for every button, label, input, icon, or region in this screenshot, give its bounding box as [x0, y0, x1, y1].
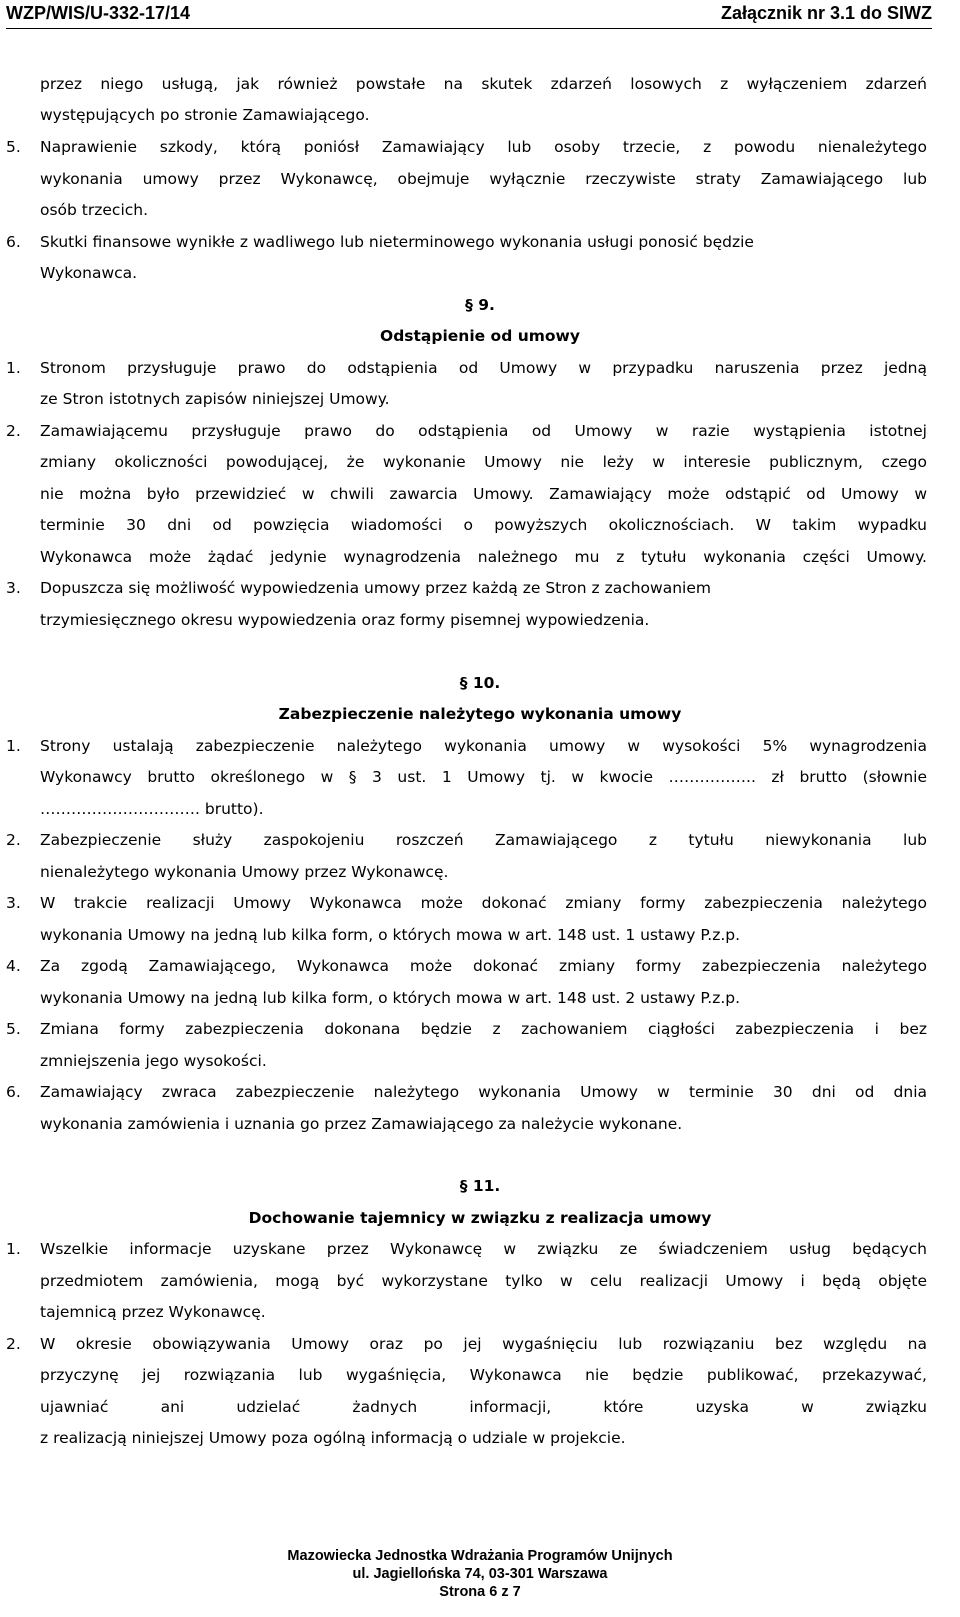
item-number: 6.: [6, 1083, 21, 1101]
body-line: przyczynę jej rozwiązania lub wygaśnięcia, Wykonawca nie będzie publikować, przekazywać,: [40, 1366, 927, 1384]
body-line: ze Stron istotnych zapisów niniejszej Umowy.: [40, 390, 390, 408]
body-line: Strony ustalają zabezpieczenie należytego wykonania umowy w wysokości 5% wynagrodzenia: [40, 737, 927, 755]
body-line: Zabezpieczenie służy zaspokojeniu roszczeń Zamawiającego z tytułu niewykonania lub: [40, 831, 927, 849]
body-line: występujących po stronie Zamawiającego.: [40, 106, 370, 124]
body-line: Wykonawcy brutto określonego w § 3 ust. 1 Umowy tj. w kwocie …………….. zł brutto (słownie: [40, 768, 927, 786]
body-line: ujawniać ani udzielać żadnych informacji, które uzyska w związku: [40, 1398, 927, 1416]
attachment-label: Załącznik nr 3.1 do SIWZ: [720, 3, 932, 23]
body-line: z realizacją niniejszej Umowy poza ogólną informacją o udziale w projekcie.: [40, 1429, 626, 1447]
footer-address: ul. Jagiellońska 74, 03-301 Warszawa: [352, 1566, 608, 1582]
page-number: Strona 6 z 7: [439, 1584, 521, 1600]
body-line: przez niego usługą, jak również powstałe na skutek zdarzeń losowych z wyłączeniem zdarzeń: [40, 75, 927, 93]
item-number: 5.: [6, 1020, 21, 1038]
body-line: trzymiesięcznego okresu wypowiedzenia oraz formy pisemnej wypowiedzenia.: [40, 611, 650, 629]
body-line: zmiany okoliczności powodującej, że wykonanie Umowy nie leży w interesie publicznym, czego: [40, 453, 927, 471]
body-line: wykonania Umowy na jedną lub kilka form, o których mowa w art. 148 ust. 1 ustawy P.z.p.: [40, 926, 741, 944]
body-line: W trakcie realizacji Umowy Wykonawca może dokonać zmiany formy zabezpieczenia należytego: [40, 894, 927, 912]
body-line: wykonania Umowy na jedną lub kilka form, o których mowa w art. 148 ust. 2 ustawy P.z.p.: [40, 989, 741, 1007]
section-title: Zabezpieczenie należytego wykonania umowy: [278, 705, 682, 723]
body-line: Wykonawca może żądać jedynie wynagrodzenia należnego mu z tytułu wykonania części Umowy.: [40, 548, 927, 566]
section-number: § 9.: [465, 296, 495, 314]
body-line: W okresie obowiązywania Umowy oraz po jej wygaśnięciu lub rozwiązaniu bez względu na: [40, 1335, 927, 1353]
body-line: wykonania umowy przez Wykonawcę, obejmuje wyłącznie rzeczywiste straty Zamawiającego lub: [40, 170, 927, 188]
item-number: 6.: [6, 233, 21, 251]
item-number: 2.: [6, 422, 21, 440]
page-header: [0, 0, 960, 30]
item-number: 1.: [6, 359, 21, 377]
section-title: Dochowanie tajemnicy w związku z realizacja umowy: [248, 1209, 712, 1227]
section-number: § 10.: [459, 674, 501, 692]
body-line: Naprawienie szkody, którą poniósł Zamawiający lub osoby trzecie, z powodu nienależytego: [40, 138, 927, 156]
document-reference: WZP/WIS/U-332-17/14: [6, 3, 191, 23]
item-number: 3.: [6, 579, 21, 597]
body-line: Wykonawca.: [40, 264, 138, 282]
body-line: Zmiana formy zabezpieczenia dokonana będzie z zachowaniem ciągłości zabezpieczenia i bez: [40, 1020, 927, 1038]
body-line: wykonania zamówienia i uznania go przez Zamawiającego za należycie wykonane.: [40, 1115, 683, 1133]
item-number: 5.: [6, 138, 21, 156]
body-line: nie można było przewidzieć w chwili zawarcia Umowy. Zamawiający może odstąpić od Umowy w: [40, 485, 927, 503]
body-line: zmniejszenia jego wysokości.: [40, 1052, 267, 1070]
footer-organization: Mazowiecka Jednostka Wdrażania Programów Unijnych: [287, 1548, 673, 1564]
body-line: Zamawiający zwraca zabezpieczenie należytego wykonania Umowy w terminie 30 dni od dnia: [40, 1083, 927, 1101]
item-number: 2.: [6, 1335, 21, 1353]
item-number: 1.: [6, 737, 21, 755]
item-number: 2.: [6, 831, 21, 849]
body-line: Stronom przysługuje prawo do odstąpienia od Umowy w przypadku naruszenia przez jedną: [40, 359, 927, 377]
body-line: terminie 30 dni od powzięcia wiadomości o powyższych okolicznościach. W takim wypadku: [40, 516, 927, 534]
body-line: Wszelkie informacje uzyskane przez Wykonawcę w związku ze świadczeniem usług będących: [40, 1240, 927, 1258]
body-line: tajemnicą przez Wykonawcę.: [40, 1303, 266, 1321]
item-number: 1.: [6, 1240, 21, 1258]
body-line: Skutki finansowe wynikłe z wadliwego lub nieterminowego wykonania usługi ponosić będzie: [40, 233, 754, 251]
body-line: przedmiotem zamówienia, mogą być wykorzystane tylko w celu realizacji Umowy i będą objęte: [40, 1272, 927, 1290]
body-line: …………………………. brutto).: [40, 800, 264, 818]
body-line: Zamawiającemu przysługuje prawo do odstąpienia od Umowy w razie wystąpienia istotnej: [40, 422, 927, 440]
body-line: Za zgodą Zamawiającego, Wykonawca może dokonać zmiany formy zabezpieczenia należytego: [40, 957, 927, 975]
header-divider: [6, 28, 932, 29]
section-number: § 11.: [459, 1177, 501, 1195]
body-line: osób trzecich.: [40, 201, 149, 219]
body-line: nienależytego wykonania Umowy przez Wykonawcę.: [40, 863, 449, 881]
item-number: 4.: [6, 957, 21, 975]
item-number: 3.: [6, 894, 21, 912]
section-title: Odstąpienie od umowy: [380, 327, 580, 345]
body-line: Dopuszcza się możliwość wypowiedzenia umowy przez każdą ze Stron z zachowaniem: [40, 579, 711, 597]
